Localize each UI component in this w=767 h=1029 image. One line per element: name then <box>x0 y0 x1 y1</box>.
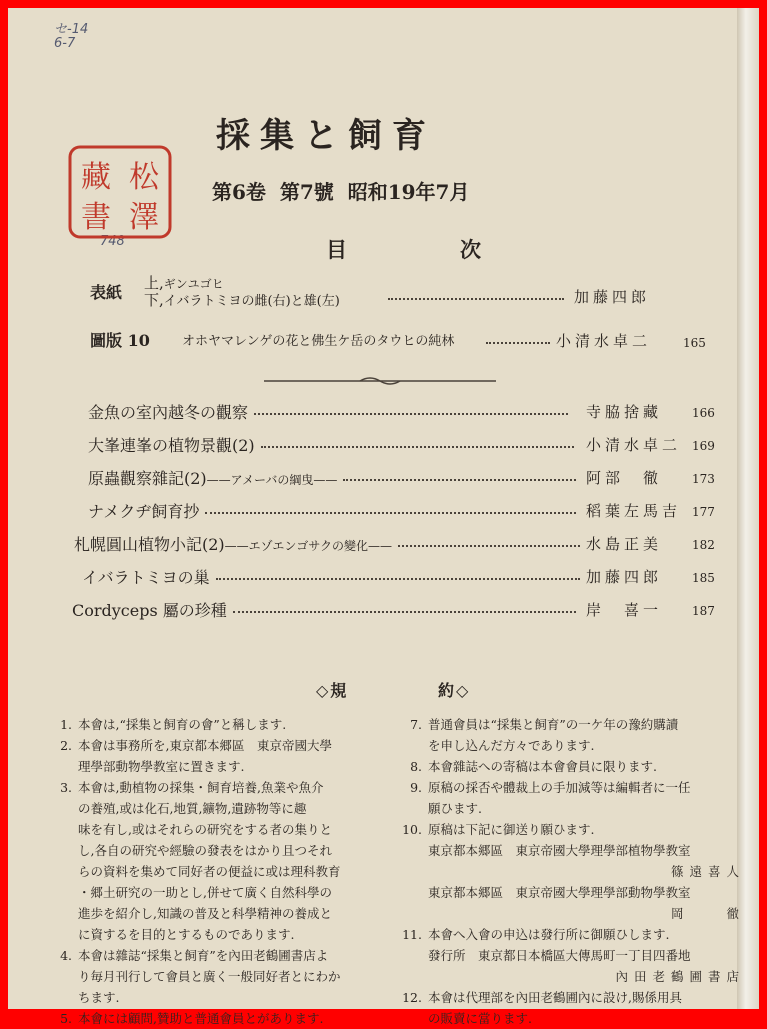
rule-number: 11. <box>402 927 422 942</box>
rule-line <box>400 714 745 735</box>
rule-line <box>50 1008 390 1029</box>
rule-text: 東京都本郷區 東京帝國大學理學部動物學教室 <box>428 885 691 900</box>
rule-text: 本會は,“採集と飼育の會”と稱します. <box>78 717 287 732</box>
rule-text: 本會は雜誌“採集と飼育”を內田老鶴圃書店よ <box>78 948 329 963</box>
rule-line <box>400 819 745 840</box>
rule-text: に資するを目的とするものであります. <box>78 927 295 942</box>
rule-line <box>400 945 745 966</box>
rule-text: 內田老鶴圃書店 <box>615 969 745 984</box>
article-page: 182 <box>692 538 715 552</box>
rule-number: 2. <box>60 738 72 753</box>
rule-line <box>50 840 390 861</box>
leader-dots <box>261 446 574 448</box>
leader-dots <box>486 342 550 344</box>
article-page: 185 <box>692 571 715 585</box>
svg-text:松: 松 <box>129 160 159 195</box>
article-author: 水島正美 <box>586 535 663 553</box>
issue-date: 昭和19年7月 <box>347 180 470 204</box>
rule-line <box>400 735 745 756</box>
article-title <box>74 532 392 555</box>
rule-number: 7. <box>410 717 422 732</box>
rule-line <box>50 903 390 924</box>
article-page: 169 <box>692 439 715 453</box>
article-author: 稻葉左馬吉 <box>586 502 682 520</box>
rule-line <box>50 714 390 735</box>
rule-line <box>400 987 745 1008</box>
article-title <box>82 565 210 588</box>
article-author: 阿部 徹 <box>586 469 663 487</box>
rule-text: 願ひます. <box>428 801 482 816</box>
leader-dots <box>233 611 576 613</box>
rule-line <box>400 840 745 861</box>
volume: 第6卷 <box>212 180 266 204</box>
rule-text: 本會雜誌への寄稿は本會會員に限ります. <box>428 759 657 774</box>
rule-text: 本會は代理部を內田老鶴圃內に設け,賜係用具 <box>428 990 682 1005</box>
rule-number: 5. <box>60 1011 72 1026</box>
rule-number: 3. <box>60 780 72 795</box>
plate-author: 小清水卓二 <box>556 332 652 350</box>
rule-text: 進歩を紹介し,知識の普及と科學精神の養成と <box>78 906 332 921</box>
rule-line <box>400 882 745 903</box>
rule-text: 東京都本郷區 東京帝國大學理學部植物學教室 <box>428 843 691 858</box>
rule-text: 原稿は下記に御送り願ひます. <box>428 822 595 837</box>
rule-number: 8. <box>410 759 422 774</box>
article-page: 166 <box>692 406 715 420</box>
plate-page: 165 <box>683 336 706 350</box>
ownership-seal <box>66 143 174 241</box>
rule-line <box>50 735 390 756</box>
rule-line <box>400 924 745 945</box>
ornamental-divider <box>260 375 500 387</box>
rule-number: 4. <box>60 948 72 963</box>
rule-line <box>400 1008 745 1029</box>
rule-text: の養殖,或は化石,地質,鑛物,遺跡物等に趣 <box>78 801 307 816</box>
issue-number: 第7號 <box>279 180 334 204</box>
rule-line <box>400 966 745 987</box>
article-title-text: 原蟲觀察雜記(2) <box>88 469 207 488</box>
rule-text: ちます. <box>78 990 120 1005</box>
rule-number: 1. <box>60 717 72 732</box>
rule-line <box>50 987 390 1008</box>
svg-text:澤: 澤 <box>129 200 159 235</box>
rule-number: 12. <box>402 990 422 1005</box>
rule-number: 9. <box>410 780 422 795</box>
rule-text: らの資料を集めて同好者の便益に或は理科教育 <box>78 864 341 879</box>
rule-text: 本會は事務所を,東京都本郷區 東京帝國大學 <box>78 738 332 753</box>
rule-text: り毎月刊行して會員と廣く一般同好者とにわか <box>78 969 341 984</box>
article-title <box>88 433 255 456</box>
rule-text: 本會へ入會の申込は發行所に御願ひします. <box>428 927 670 942</box>
handwritten-note-2: 6-7 <box>54 36 76 51</box>
rule-text: 本會は,動植物の採集・飼育培養,魚業や魚介 <box>78 780 324 795</box>
article-author: 小清水卓二 <box>586 436 682 454</box>
cover-author: 加藤四郎 <box>574 288 651 306</box>
rule-line <box>400 798 745 819</box>
plate-label: 圖版 10 <box>90 331 150 350</box>
rule-line <box>50 882 390 903</box>
rule-text: ・郷土研究の一助とし,併せて廣く自然科學の <box>78 885 332 900</box>
leader-dots <box>398 545 580 547</box>
svg-text:書: 書 <box>81 200 111 235</box>
rule-line <box>400 756 745 777</box>
rules-heading-left: ◇規 <box>316 681 349 700</box>
article-author: 加藤四郎 <box>586 568 663 586</box>
article-author: 岸 喜一 <box>586 601 663 619</box>
rule-number: 10. <box>402 822 422 837</box>
article-title-text: 札幌圓山植物小記(2) <box>74 535 225 554</box>
article-title-text: 大峯連峯の植物景觀(2) <box>88 436 255 455</box>
leader-dots <box>343 479 576 481</box>
article-subtitle: ——エゾエンゴサクの變化—— <box>224 539 392 553</box>
handwritten-number: 748 <box>100 234 125 249</box>
rule-line <box>50 819 390 840</box>
rule-text: 篠遠喜人 <box>670 864 745 879</box>
svg-text:藏: 藏 <box>81 160 111 195</box>
article-title-text: 金魚の室內越冬の觀察 <box>88 403 249 422</box>
leader-dots <box>388 298 564 300</box>
rule-text: 普通會員は“採集と飼育”の一ケ年の豫約購讀 <box>428 717 679 732</box>
article-page: 173 <box>692 472 715 486</box>
article-title-text: Cordyceps 屬の珍種 <box>72 601 227 620</box>
rules-heading-right: 約◇ <box>438 681 471 700</box>
rule-text: 發行所 東京都日本橋區大傳馬町一丁目四番地 <box>428 948 691 963</box>
cover-line-2: 下,イバラトミヨの雌(右)と雄(左) <box>144 291 340 309</box>
rule-text: し,各自の研究や經驗の發表をはかり且つそれ <box>78 843 332 858</box>
article-subtitle: ——アメーバの綱曳—— <box>206 473 338 487</box>
rule-text: 本會には顧問,贊助と普通會員とがあります. <box>78 1011 324 1026</box>
rule-line <box>400 777 745 798</box>
rule-text: 岡 徹 <box>670 906 745 921</box>
rule-text: 原稿の採否や體裁上の手加減等は編輯者に一任 <box>428 780 691 795</box>
rule-text: 味を有し,或はそれらの研究をする者の集りと <box>78 822 332 837</box>
article-title <box>88 400 248 423</box>
handwritten-note-1: セ-14 <box>54 22 89 37</box>
leader-dots <box>254 413 568 415</box>
scanned-page <box>8 8 759 1026</box>
rule-line <box>50 945 390 966</box>
leader-dots <box>216 578 580 580</box>
contents-heading: 目 次 <box>326 237 527 262</box>
article-title-text: イバラトミヨの巢 <box>82 568 210 587</box>
plate-title: オホヤマレンゲの花と佛生ケ岳のタウヒの純林 <box>182 334 455 349</box>
rule-line <box>400 903 745 924</box>
rule-line <box>50 798 390 819</box>
rule-line <box>400 861 745 882</box>
rule-text: 理學部動物學教室に置きます. <box>78 759 245 774</box>
article-title <box>88 466 337 489</box>
article-title <box>72 598 227 621</box>
article-author: 寺脇捨藏 <box>586 403 663 421</box>
leader-dots <box>205 512 576 514</box>
rules-right-column <box>400 714 745 1029</box>
journal-title: 採集と飼育 <box>216 116 436 156</box>
rule-line <box>50 756 390 777</box>
article-title <box>88 499 199 522</box>
rule-line <box>50 777 390 798</box>
rules-left-column <box>50 714 390 1029</box>
issue-line <box>212 176 469 205</box>
rule-text: を申し込んだ方々であります. <box>428 738 595 753</box>
rule-line <box>50 924 390 945</box>
article-title-text: ナメクヂ飼育抄 <box>88 502 200 521</box>
article-page: 177 <box>692 505 715 519</box>
article-page: 187 <box>692 604 715 618</box>
cover-line-1: 上,ギンユゴヒ <box>144 274 224 292</box>
rule-line <box>50 966 390 987</box>
rule-line <box>50 861 390 882</box>
rule-text: の販賣に當ります. <box>428 1011 532 1026</box>
cover-label: 表紙 <box>90 283 123 302</box>
